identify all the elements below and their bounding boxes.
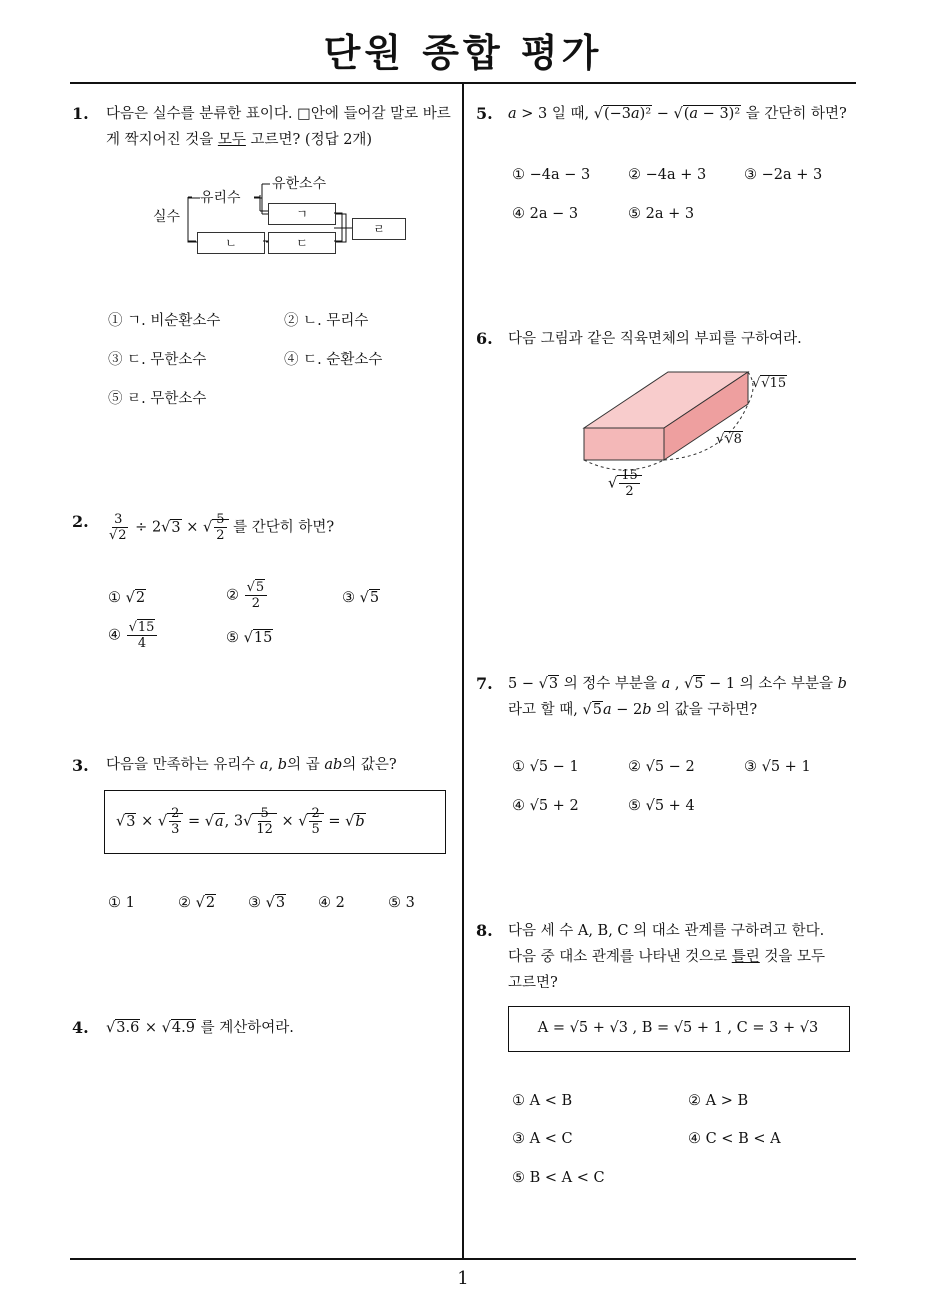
q2-option-3[interactable]: ③ √5 [342,590,380,606]
q3-option-3[interactable]: ③ √3 [248,895,286,911]
q7-text: 5 − √3 의 정수 부분을 a , √5 − 1 의 소수 부분을 b 라고 할 때, √5a − 2b 의 값을 구하면? [508,676,847,718]
q3-number: 3. [72,756,89,775]
q8-option-5[interactable]: ⑤ B < A < C [512,1170,605,1186]
diagram-finite-label: 유한소수 [272,176,327,192]
footer-rule [70,1258,856,1260]
q3-condition: √3 × √ $\frac{2}{3}$ = √a, 3√ $\frac{5}{12}$ × √ $\frac{2}{5}$ = √b [116,806,365,837]
q5-option-3[interactable]: ③ −2a + 3 [744,167,823,183]
q8-option-2[interactable]: ② A > B [688,1093,749,1109]
q5-option-4[interactable]: ④ 2a − 3 [512,206,579,222]
page-title: 단원 종합 평가 [323,31,603,75]
q7-option-1[interactable]: ① √5 − 1 [512,759,579,775]
q5-option-5[interactable]: ⑤ 2a + 3 [628,206,695,222]
q3-option-4[interactable]: ④ 2 [318,895,345,911]
q5-option-1[interactable]: ① −4a − 3 [512,167,591,183]
q1-option-1[interactable]: ① ㄱ. 비순환소수 [108,313,221,329]
column-divider [462,84,464,1258]
page-number: 1 [457,1268,469,1289]
q2-expression: $\frac{3}{√2}$ ÷ 2√3 × √ $\frac{5}{2}$ 를 간단히 하면? [109,512,335,543]
q8-option-4[interactable]: ④ C < B < A [688,1131,781,1147]
q8-option-3[interactable]: ③ A < C [512,1131,573,1147]
q1-diagram-links [186,195,356,245]
q7-number: 7. [476,674,493,693]
q1-text: 다음은 실수를 분류한 표이다. □안에 들어갈 말로 바르게 짝지어진 것을 모두 고르면? (정답 2개) [106,106,451,148]
q5-option-2[interactable]: ② −4a + 3 [628,167,707,183]
diagram-box-n: ㄴ [197,232,265,254]
q3-text: 다음을 만족하는 유리수 a, b의 곱 ab의 값은? [106,757,397,773]
q8-option-1[interactable]: ① A < B [512,1093,573,1109]
q7-option-2[interactable]: ② √5 − 2 [628,759,695,775]
q1-number: 1. [72,104,89,123]
q3-option-2[interactable]: ② √2 [178,895,216,911]
q4-text: √3.6 × √4.9 를 계산하여라. [106,1020,294,1036]
q2-option-5[interactable]: ⑤ √15 [226,630,273,646]
diagram-rational-label: 유리수 [200,190,241,206]
q4-number: 4. [72,1018,89,1037]
q3-option-1[interactable]: ① 1 [108,895,135,911]
q2-option-1[interactable]: ① √2 [108,590,146,606]
q2-number: 2. [72,512,89,531]
q8-number: 8. [476,921,493,940]
q6-text: 다음 그림과 같은 직육면체의 부피를 구하여라. [508,331,802,347]
q7-option-3[interactable]: ③ √5 + 1 [744,759,811,775]
q1-option-5[interactable]: ⑤ ㄹ. 무한소수 [108,391,207,407]
q2-option-4[interactable]: ④ $\frac{√15}{4}$ [108,620,158,651]
q6-width-label: √ $\frac{15}{2}$ [608,468,642,499]
q5-number: 5. [476,104,493,123]
diagram-box-d: ㄷ [268,232,336,254]
q3-option-5[interactable]: ⑤ 3 [388,895,415,911]
q6-number: 6. [476,329,493,348]
q1-option-3[interactable]: ③ ㄷ. 무한소수 [108,352,207,368]
q6-height-label: √√15 [752,376,787,391]
q2-option-2[interactable]: ② $\frac{√5}{2}$ [226,580,268,611]
q5-text: a > 3 일 때, √(−3a)² − √(a − 3)² 을 간단히 하면? [508,106,847,122]
diagram-box-g: ㄱ [268,203,336,225]
q1-option-4[interactable]: ④ ㄷ. 순환소수 [284,352,383,368]
q1-option-2[interactable]: ② ㄴ. 무리수 [284,313,369,329]
q7-option-5[interactable]: ⑤ √5 + 4 [628,798,695,814]
q8-text: 다음 세 수 A, B, C 의 대소 관계를 구하려고 한다. 다음 중 대소 관계를 나타낸 것으로 틀린 것을 모두 고르면? [508,923,826,991]
diagram-real-label: 실수 [153,209,181,225]
diagram-box-r: ㄹ [352,218,406,240]
q7-option-4[interactable]: ④ √5 + 2 [512,798,579,814]
q6-depth-label: √√8 [716,432,742,447]
q8-condition: A = √5 + √3 , B = √5 + 1 , C = 3 + √3 [537,1020,819,1036]
